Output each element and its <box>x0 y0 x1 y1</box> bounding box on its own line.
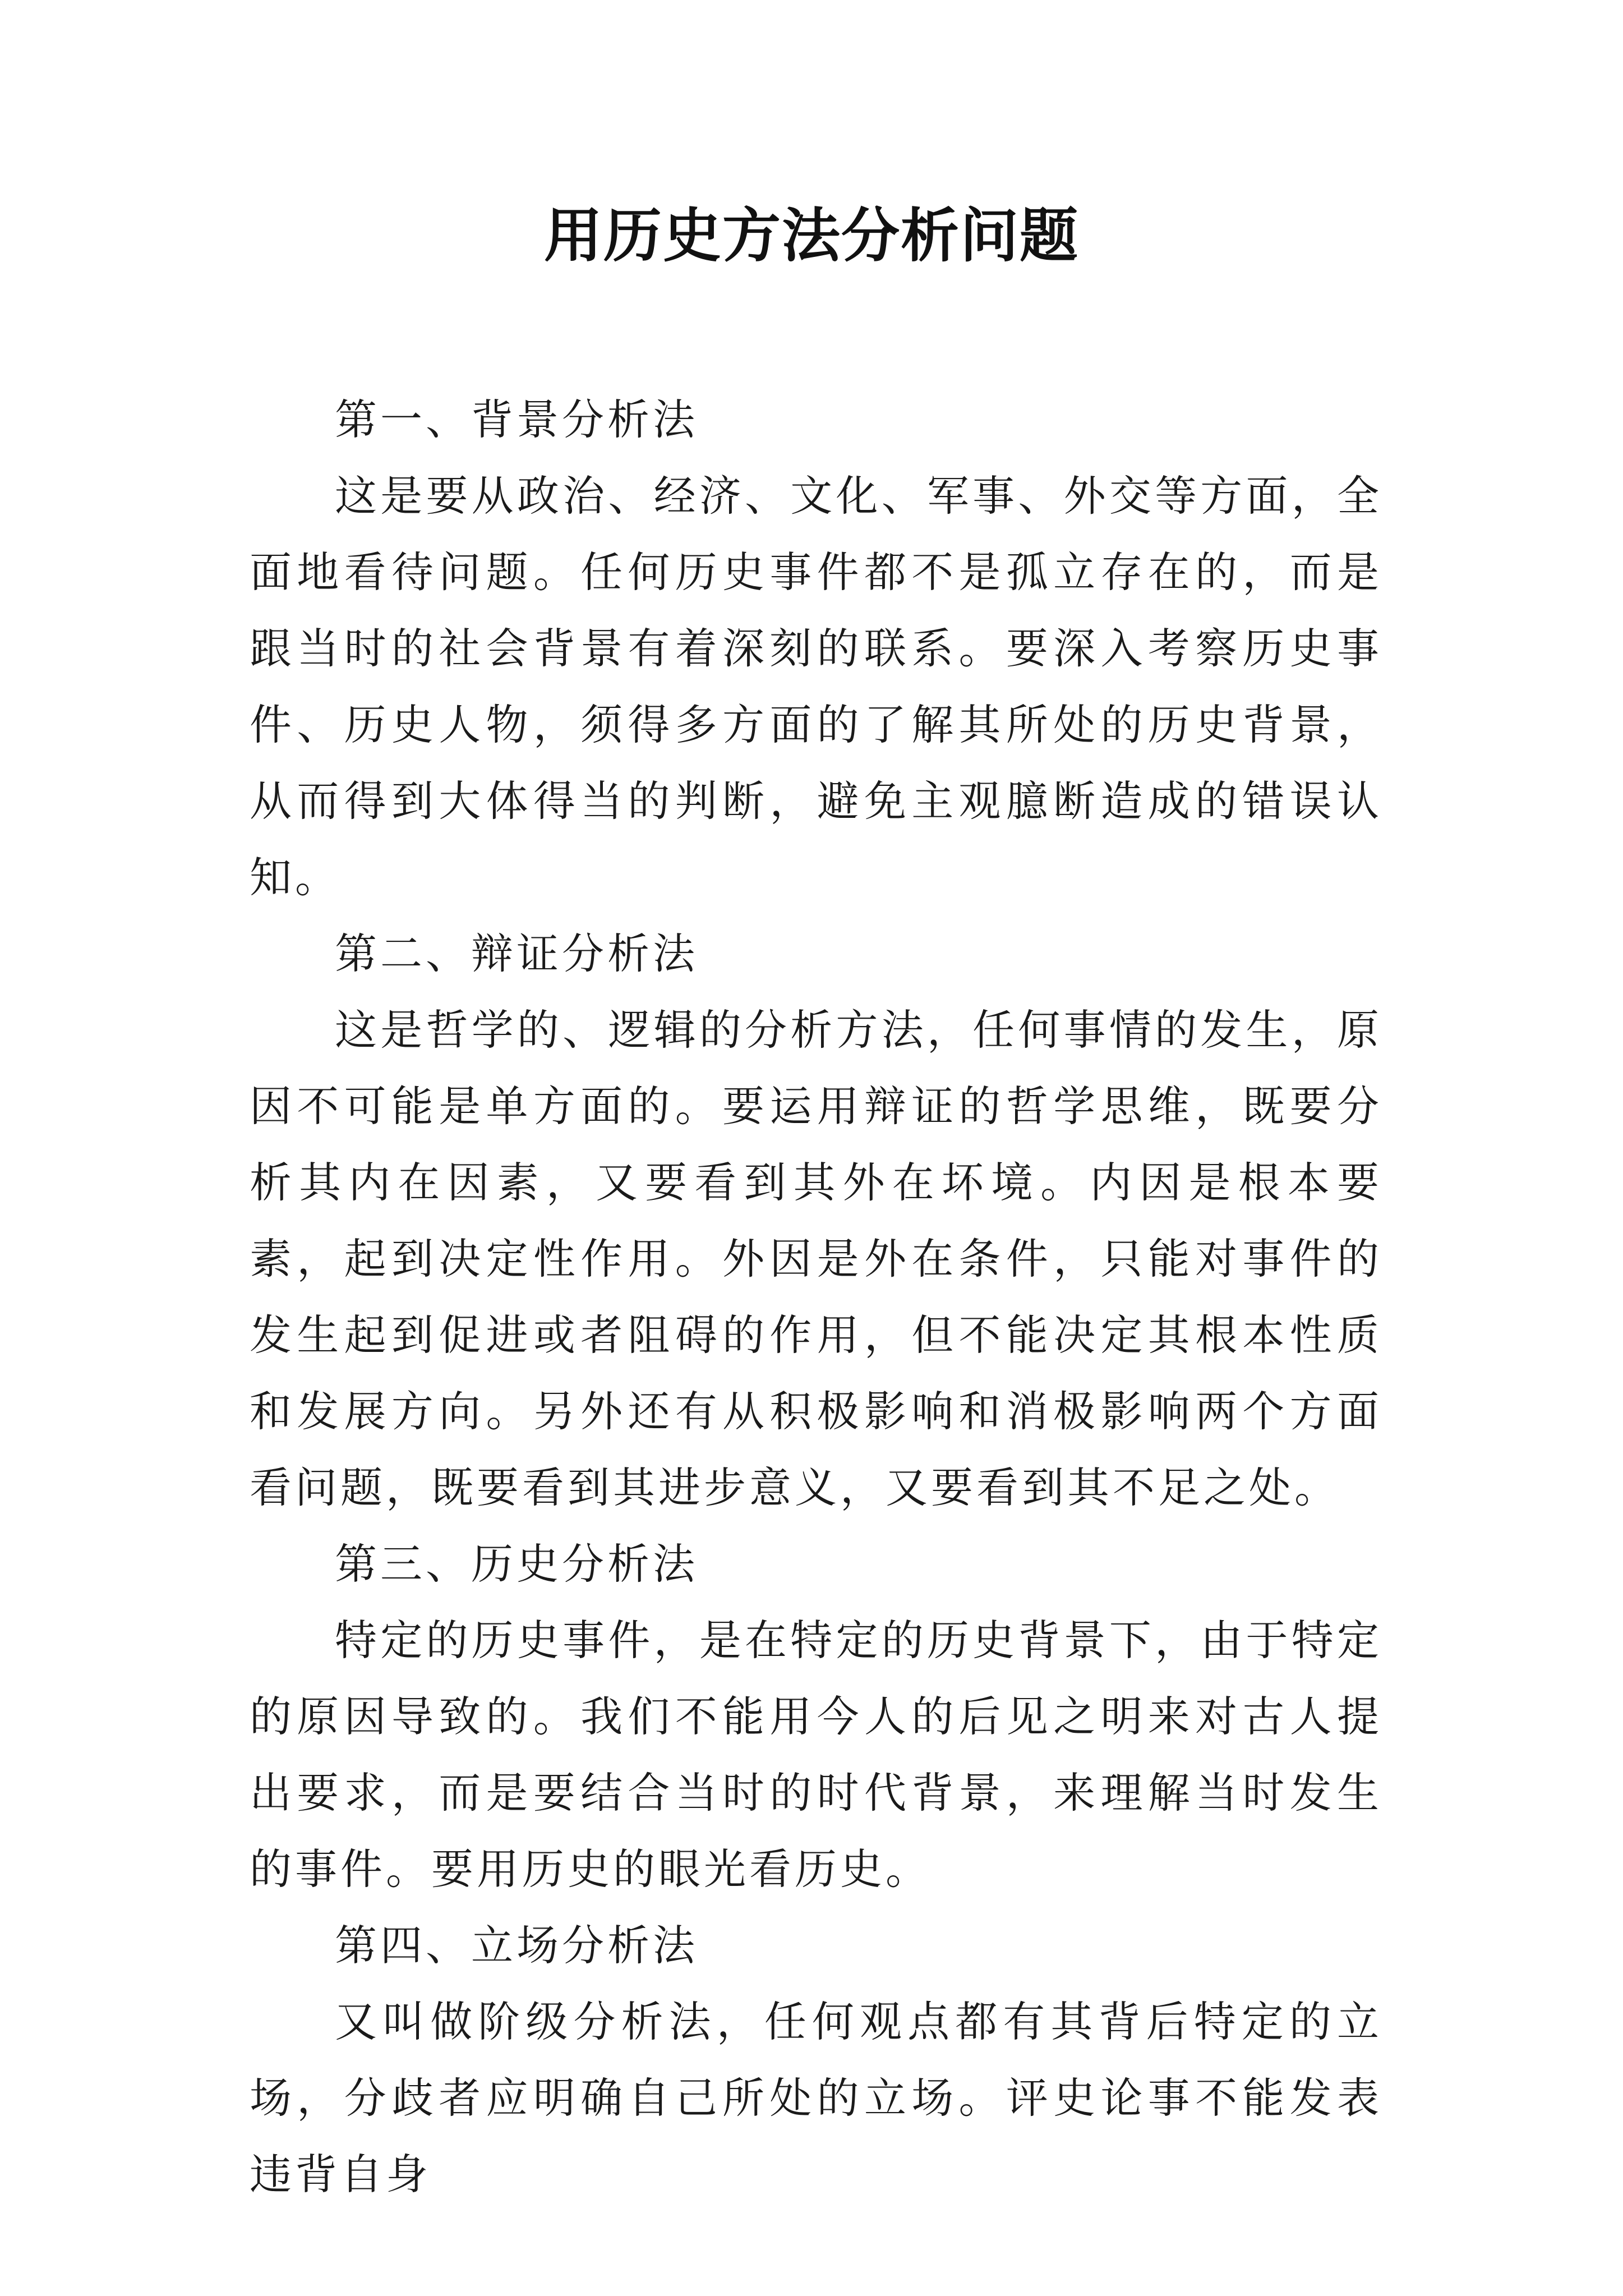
section-paragraph-3: 特定的历史事件，是在特定的历史背景下，由于特定的原因导致的。我们不能用今人的后见之明来对古人提出要求，而是要结合当时的时代背景，来理解当时发生的事件。要用历史的眼光看历史。 <box>250 1616 1382 1894</box>
section-paragraph-2: 这是哲学的、逻辑的分析方法，任何事情的发生，原因不可能是单方面的。要运用辩证的哲学思维，既要分析其内在因素，又要看到其外在坏境。内因是根本要素，起到决定性作用。外因是外在条件，只能对事件的发生起到促进或者阻碍的作用，但不能决定其根本性质和发展方向。另外还有从积极影响和消极影响两个方面看问题，既要看到其进步意义，又要看到其不足之处。 <box>250 1005 1382 1512</box>
section-heading-3: 第三、历史分析法 <box>335 1539 699 1589</box>
section-heading-1: 第一、背景分析法 <box>335 395 699 444</box>
section-paragraph-1: 这是要从政治、经济、文化、军事、外交等方面，全面地看待问题。任何历史事件都不是孤立存在的，而是跟当时的社会背景有着深刻的联系。要深入考察历史事件、历史人物，须得多方面的了解其所处的历史背景，从而得到大体得当的判断，避免主观臆断造成的错误认知。 <box>250 471 1382 902</box>
section-heading-2: 第二、辩证分析法 <box>335 929 699 978</box>
section-paragraph-4: 又叫做阶级分析法，任何观点都有其背后特定的立场，分歧者应明确自己所处的立场。评史论事不能发表违背自身 <box>250 1997 1382 2199</box>
document-title: 用历史方法分析问题 <box>543 201 1079 270</box>
document-body <box>250 381 1382 2212</box>
section-heading-4: 第四、立场分析法 <box>335 1921 699 1970</box>
